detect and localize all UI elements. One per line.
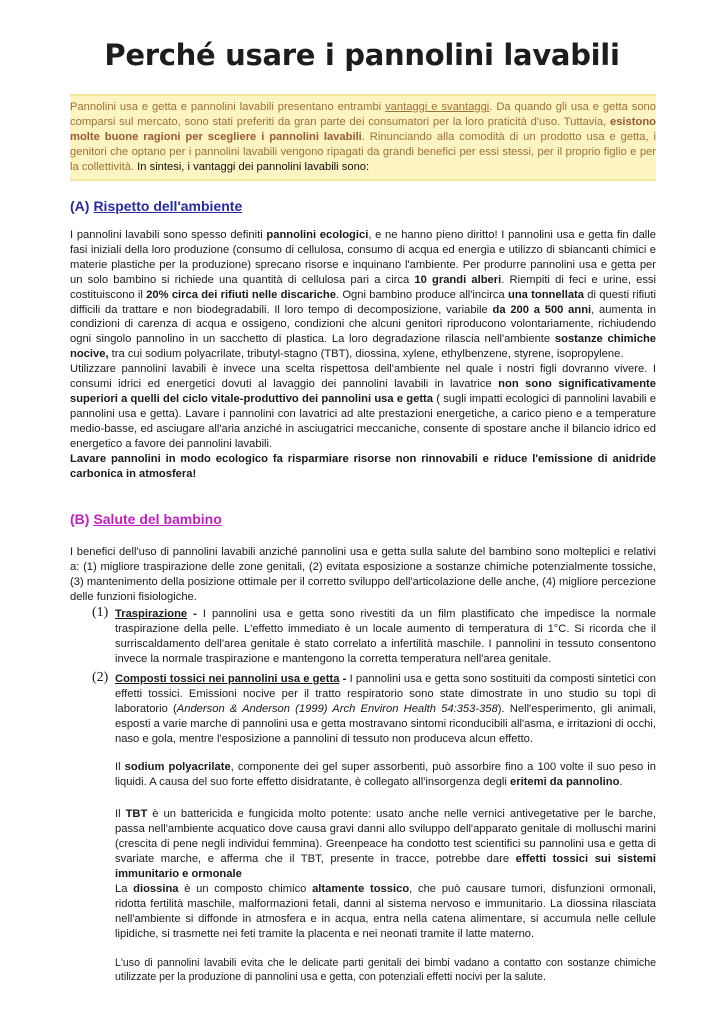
vantaggi-svantaggi-link[interactable]: vantaggi e svantaggi [385,101,490,113]
section-a-heading [70,198,242,214]
intro-text: . Rinunciando alla comodità di un prodotto usa e getta, i genitori che optano per i pannolini lavabili vengono ripagati da grandi benefici per essi stessi, per il proprio figlio e per la collettività. [70,130,656,173]
list-number: (1) [92,605,109,620]
sodium-polyacrilate-paragraph: Il sodium polyacrilate, componente dei gel super assorbenti, può assorbire fino a 100 volte il suo peso in liquidi. A causa del suo forte effetto disidratante, è collegato all'insorgenza degli eritemi da pannolino. [115,761,657,788]
intro-text: Pannolini usa e getta e pannolini lavabili presentano entrambi [70,101,386,113]
section-a-body [70,228,656,481]
diossina-paragraph: La diossina è un composto chimico altamente tossico, che può causare tumori, disfunzioni ormonali, ridotta fertilità maschile, malformazioni fetali, danni al sistema nervoso e immunitario. La diossina rilasciata nell'ambiente si diffonde in atmosfera e in acqua, entra nella catena alimentare, si accumula nelle cellule lipidiche, si trasmette nei feti tramite la placenta e nei neonati tramite il latte materno. [115,883,656,940]
intro-bold: esistono molte buone ragioni per scegliere i pannolini lavabili [70,115,656,143]
section-a-paragraph-3: Lavare pannolini in modo ecologico fa risparmiare risorse non rinnovabili e riduce l'emissione di anidride carbonica in atmosfera! [70,452,656,480]
conclusion-paragraph: L'uso di pannolini lavabili evita che le delicate parti genitali dei bimbi vadano a contatto con sostanze chimiche utilizzate per la produzione di pannolini usa e getta, con potenziali effetti nocivi per la salute. [115,957,656,984]
section-b-heading [70,511,222,527]
intro-summary: In sintesi, i vantaggi dei pannolini lavabili sono: [137,160,370,173]
intro-box [70,94,656,181]
section-b-link[interactable]: Salute del bambino [93,511,222,527]
section-a-letter: (A) [70,198,90,214]
list-item-text: Composti tossici nei pannolini usa e getta - I pannolini usa e getta sono sostituiti da composti sintetici con effetti tossici. Emissioni nocive per il tratto respiratorio sono state dimostrate in uno studio su topi di laboratorio (Anderson & Anderson (1999) Arch Environ Health 54:353-358). Nell'esperimento, gli animali, esposti a varie marche di pannolini usa e getta mostravano sintomi riconducibili all'asma, e irritazioni di occhi, naso e gola, mentre l'esposizione a pannolini di tessuto non produceva alcun effetto. [115,673,656,745]
intro-text: . Da quando gli usa e getta sono comparsi sul mercato, sono stati preferiti da gran parte dei consumatori per la loro praticità d'uso. Tuttavia, [70,101,656,128]
list-item-text: Traspirazione - I pannolini usa e getta sono rivestiti da un film plastificato che impedisce la normale traspirazione della pelle. L'effetto immediato è un locale aumento di temperatura di 1°C. Si ricorda che il surriscaldamento dell'area genitale è stato correlato a infertilità maschile. I pannolini in tessuto consentono invece la normale traspirazione e mantengono la corretta temperatura nell'area genitale. [115,608,656,665]
section-b-paragraph-1: I benefici dell'uso di pannolini lavabili anziché pannolini usa e getta sulla salute del bambino sono molteplici e relativi a: (1) migliore traspirazione delle zone genitali, (2) evitata esposizione a sostanze chimiche potenzialmente tossiche, (3) mantenimento della posizione ottimale per il corretto sviluppo dell'articolazione delle anche, (4) migliore percezione delle funzioni fisiologiche. [70,546,656,603]
page-title: Perché usare i pannolini lavabili [104,38,620,72]
section-a-link[interactable]: Rispetto dell'ambiente [93,198,243,214]
tbt-paragraph: Il TBT è un battericida e fungicida molto potente: usato anche nelle vernici antivegetative per le barche, passa nell'ambiente acquatico dove causa gravi danni allo sviluppo dell'apparato genitale di molluschi marini (crescita di pene negli individui femmina). Greenpeace ha condotto test scientifici su pannolini usa e getta di svariate marche, e afferma che il TBT, presente in tracce, potrebbe dare effetti tossici sui sistemi immunitario e ormonale [115,808,657,880]
list-number: (2) [92,670,109,685]
section-a-paragraph-1: I pannolini lavabili sono spesso definiti pannolini ecologici, e ne hanno pieno diritto! I pannolini usa e getta fin dalle fasi iniziali della loro produzione (consumo di cellulosa, consumo di acqua ed energia e utilizzo di sbiancanti chimici e materie plastiche per la produzione) sprecano risorse e inquinano l'ambiente. Per produrre pannolini usa e getta per un solo bambino si richiede una quantità di cellulosa pari a circa 10 grandi alberi. Riempiti di feci e urine, essi costituiscono il 20% circa dei rifiuti nelle discariche. Ogni bambino produce all'incirca una tonnellata di questi rifiuti difficili da trattare e non biodegradabili. Il loro tempo di decomposizione, variabile da 200 a 500 anni, aumenta in condizioni di carenza di acqua e ossigeno, condizioni che alcuni genitori riproducono volontariamente, richiudendo ogni singolo pannolino in un sacchetto di plastica. La loro degradazione rilascia nell'ambiente sostanze chimiche nocive, tra cui sodium polyacrilate, tributyl-stagno (TBT), diossina, xylene, ethylbenzene, styrene, isopropylene. [70,229,657,361]
section-b-letter: (B) [70,511,90,527]
section-a-paragraph-2: Utilizzare pannolini lavabili è invece una scelta rispettosa dell'ambiente nel quale i nostri figli dovranno vivere. I consumi idrici ed energetici dovuti al lavaggio dei pannolini lavabili in lavatrice non sono significativamente superiori a quelli del ciclo vitale-produttivo dei pannolini usa e getta ( sugli impatti ecologici di pannolini lavabili e pannolini usa e getta). Lavare i pannolini con lavatrici ad alte prestazioni energetiche, a carico pieno e a temperature medio-basse, ed asciugare all'aria anziché in asciugatrici meccaniche, consente di spostare anche il bilancio idrico ed energetico a favore dei pannolini lavabili. [70,363,656,450]
